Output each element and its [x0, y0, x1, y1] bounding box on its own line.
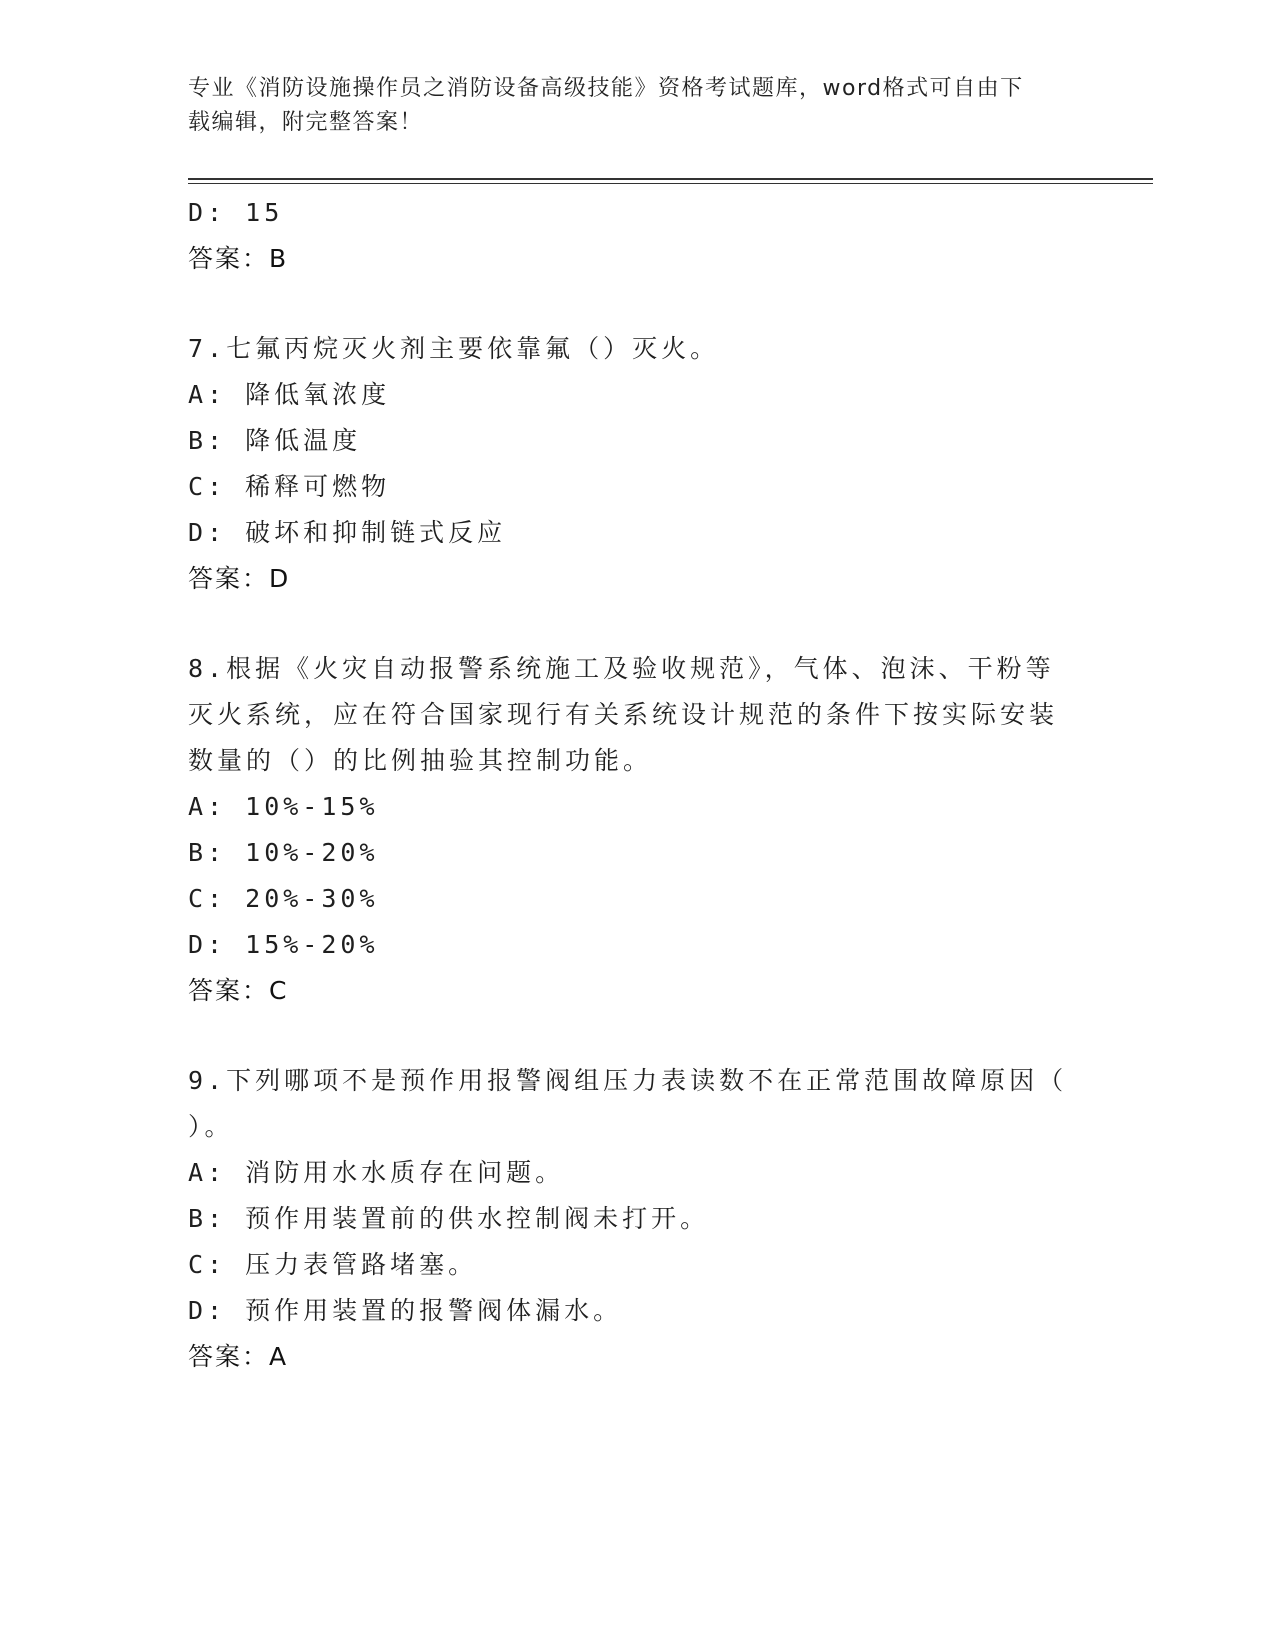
option-b: B: 降低温度: [188, 426, 362, 455]
header-line-1: 专业《消防设施操作员之消防设备高级技能》资格考试题库，word格式可自由下: [188, 76, 1024, 101]
option-b: B: 10%-20%: [188, 838, 379, 867]
header-line-2: 载编辑，附完整答案！: [188, 110, 424, 135]
option-d: D: 15: [188, 198, 284, 227]
answer: 答案：C: [188, 976, 289, 1005]
option-d: D: 预作用装置的报警阀体漏水。: [188, 1296, 623, 1325]
question-text: 7.七氟丙烷灭火剂主要依靠氟（）灭火。: [188, 334, 720, 363]
header-divider-thick: [188, 178, 1153, 180]
option-d: D: 15%-20%: [188, 930, 379, 959]
question-text-line-1: 8.根据《火灾自动报警系统施工及验收规范》，气体、泡沫、干粉等: [188, 654, 1055, 683]
document-header: [188, 72, 1088, 140]
option-a: A: 消防用水水质存在问题。: [188, 1158, 565, 1187]
option-c: C: 稀释可燃物: [188, 472, 391, 501]
spacer: [188, 602, 1068, 646]
document-body: [188, 190, 1068, 1380]
spacer: [188, 1014, 1068, 1058]
option-a: A: 10%-15%: [188, 792, 379, 821]
spacer: [188, 282, 1068, 326]
answer: 答案：A: [188, 1342, 289, 1371]
question-text-line-2: 灭火系统，应在符合国家现行有关系统设计规范的条件下按实际安装: [188, 700, 1059, 729]
question-8: [188, 646, 1068, 1014]
answer: 答案：D: [188, 564, 291, 593]
header-divider-thin: [188, 183, 1153, 184]
option-c: C: 20%-30%: [188, 884, 379, 913]
question-7: [188, 326, 1068, 602]
previous-question-tail: [188, 190, 1068, 282]
option-c: C: 压力表管路堵塞。: [188, 1250, 478, 1279]
question-text-line-3: 数量的（）的比例抽验其控制功能。: [188, 746, 653, 775]
question-text-line-1: 9.下列哪项不是预作用报警阀组压力表读数不在正常范围故障原因（: [188, 1066, 1068, 1095]
option-d: D: 破坏和抑制链式反应: [188, 518, 507, 547]
question-text-line-2: ）。: [188, 1112, 234, 1141]
answer: 答案：B: [188, 244, 289, 273]
question-9: [188, 1058, 1068, 1380]
option-a: A: 降低氧浓度: [188, 380, 391, 409]
option-b: B: 预作用装置前的供水控制阀未打开。: [188, 1204, 710, 1233]
